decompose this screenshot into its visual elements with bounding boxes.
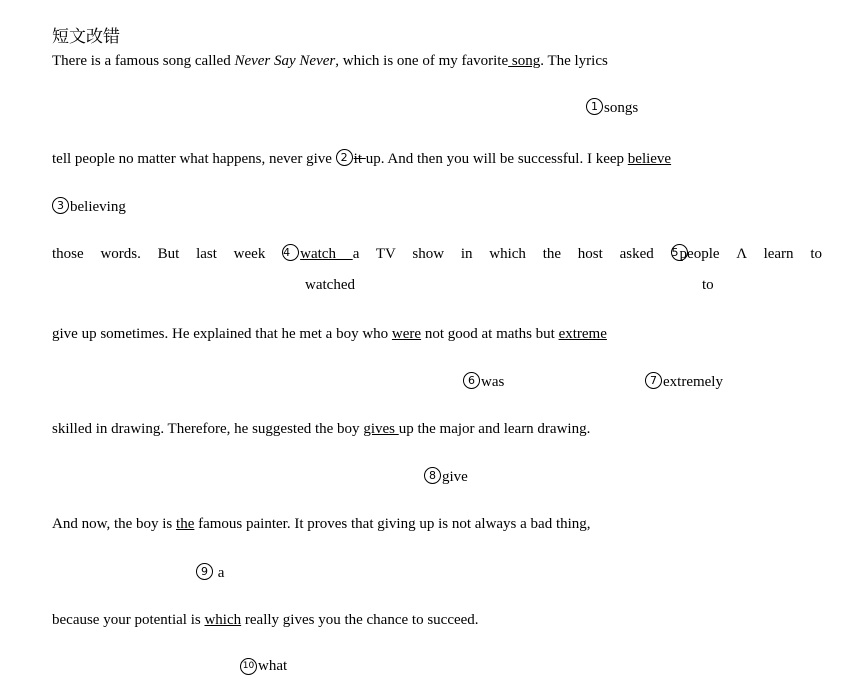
line3-part-b: a TV show in which the host asked (352, 246, 671, 262)
number-marker: 9 (196, 563, 213, 580)
number-marker: 5 (671, 244, 688, 261)
text-line-7 (52, 612, 479, 629)
correction-8-text: give (442, 469, 468, 485)
line4-part-b: not good at maths but (421, 326, 559, 342)
text-line-3 (52, 244, 822, 263)
error-2-deleted: it (353, 151, 366, 167)
line3-part-d: learn to (746, 246, 822, 262)
line4-part-a: give up sometimes. He explained that he met a boy who (52, 326, 392, 342)
line6-part-a: And now, the boy is (52, 516, 177, 532)
line1-part-b: , which is one of my favorite (335, 53, 509, 69)
insert-caret: Λ (736, 246, 747, 262)
correction-6-text: was (481, 374, 505, 390)
error-3: believe (627, 151, 672, 167)
correction-3-text: believing (70, 199, 126, 215)
number-marker: 6 (463, 372, 480, 389)
correction-9-text: a (217, 565, 225, 581)
text-line-2 (52, 149, 671, 168)
correction-5: to (702, 277, 714, 293)
number-marker: 1 (586, 98, 603, 115)
correction-1 (586, 98, 638, 117)
error-6: were (391, 326, 422, 342)
correction-6 (463, 372, 504, 391)
error-7: extreme (558, 326, 607, 342)
number-marker: 7 (645, 372, 662, 389)
line1-part-c: . The lyrics (540, 53, 608, 69)
number-marker: 4 (282, 244, 299, 261)
correction-10 (240, 658, 287, 675)
line6-part-b: famous painter. It proves that giving up is not always a bad thing, (194, 516, 591, 532)
number-marker: 10 (240, 658, 257, 675)
line5-part-a: skilled in drawing. Therefore, he suggested the boy (52, 421, 364, 437)
correction-7 (645, 372, 723, 391)
correction-3 (52, 197, 126, 216)
line1-part-a: There is a famous song called (52, 53, 235, 69)
page-title: 短文改错 (52, 27, 120, 47)
number-marker: 2 (336, 149, 353, 166)
number-marker: 3 (52, 197, 69, 214)
line2-part-b: up. And then you will be successful. I keep (365, 151, 628, 167)
correction-1-text: songs (604, 100, 639, 116)
line7-part-a: because your potential is (52, 612, 205, 628)
line2-part-a: tell people no matter what happens, never give (52, 151, 336, 167)
correction-7-text: extremely (663, 374, 723, 390)
line5-part-b: up the major and learn drawing. (398, 421, 591, 437)
error-4: watch (300, 246, 353, 262)
text-line-6 (52, 516, 591, 533)
song-title: Never Say Never (234, 53, 336, 69)
error-9: the (176, 516, 195, 532)
number-marker: 8 (424, 467, 441, 484)
text-line-1 (52, 53, 608, 70)
error-1: song (508, 53, 541, 69)
text-line-5 (52, 421, 590, 438)
line3-part-a: those words. But last week (52, 246, 283, 262)
line7-part-b: really gives you the chance to succeed. (241, 612, 479, 628)
error-8: gives (363, 421, 399, 437)
correction-9 (196, 563, 224, 582)
error-10: which (204, 612, 242, 628)
line3-part-c: people (679, 246, 737, 262)
correction-4: watched (305, 277, 355, 293)
text-line-4 (52, 326, 607, 343)
correction-10-text: what (258, 658, 288, 674)
correction-8 (424, 467, 468, 486)
